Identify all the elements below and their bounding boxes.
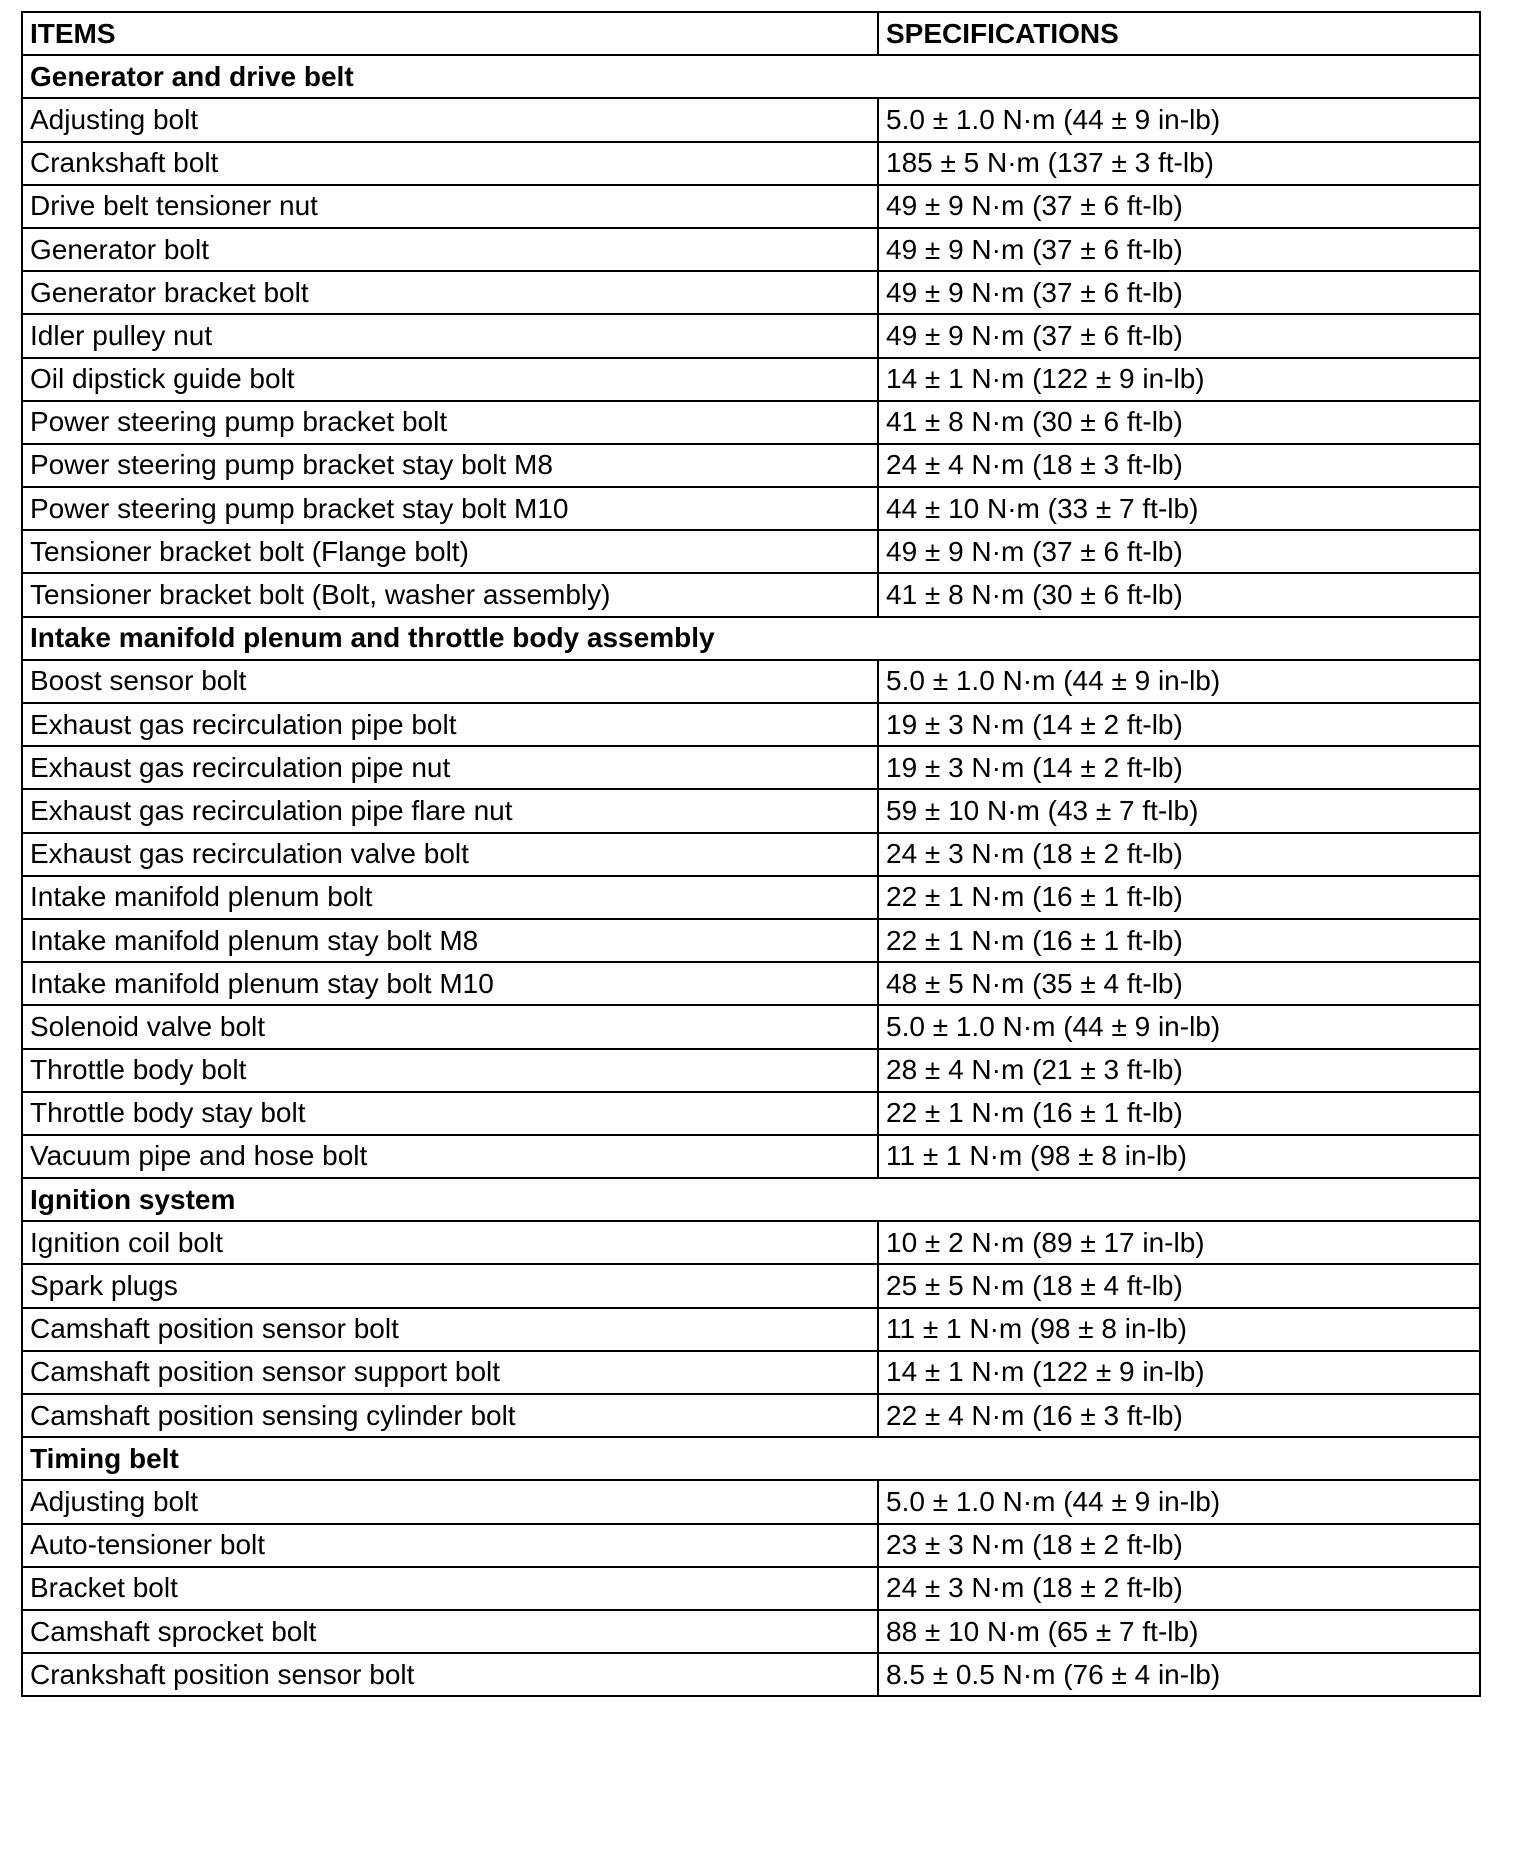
table-row — [22, 746, 1480, 789]
item-name-cell: Exhaust gas recirculation pipe bolt — [22, 703, 878, 746]
item-name-cell: Boost sensor bolt — [22, 660, 878, 703]
specification-cell: 5.0 ± 1.0 N·m (44 ± 9 in-lb) — [878, 1005, 1480, 1048]
table-row — [22, 1221, 1480, 1264]
specification-cell: 25 ± 5 N·m (18 ± 4 ft-lb) — [878, 1264, 1480, 1307]
specification-cell: 5.0 ± 1.0 N·m (44 ± 9 in-lb) — [878, 660, 1480, 703]
specifications-table — [21, 11, 1481, 1697]
section-header-row — [22, 1178, 1480, 1221]
table-row — [22, 1567, 1480, 1610]
table-row — [22, 228, 1480, 271]
item-name-cell: Drive belt tensioner nut — [22, 185, 878, 228]
section-title: Intake manifold plenum and throttle body assembly — [22, 617, 1480, 660]
table-row — [22, 789, 1480, 832]
specification-cell: 49 ± 9 N·m (37 ± 6 ft-lb) — [878, 530, 1480, 573]
section-title: Generator and drive belt — [22, 55, 1480, 98]
item-name-cell: Power steering pump bracket stay bolt M8 — [22, 444, 878, 487]
table-header-row — [22, 12, 1480, 55]
item-name-cell: Intake manifold plenum stay bolt M8 — [22, 919, 878, 962]
specification-cell: 10 ± 2 N·m (89 ± 17 in-lb) — [878, 1221, 1480, 1264]
specification-cell: 48 ± 5 N·m (35 ± 4 ft-lb) — [878, 962, 1480, 1005]
specification-cell: 11 ± 1 N·m (98 ± 8 in-lb) — [878, 1308, 1480, 1351]
table-row — [22, 142, 1480, 185]
table-row — [22, 358, 1480, 401]
item-name-cell: Tensioner bracket bolt (Bolt, washer assembly) — [22, 573, 878, 616]
specification-cell: 22 ± 1 N·m (16 ± 1 ft-lb) — [878, 1092, 1480, 1135]
item-name-cell: Adjusting bolt — [22, 98, 878, 141]
item-name-cell: Adjusting bolt — [22, 1480, 878, 1523]
items-column-header: ITEMS — [22, 12, 878, 55]
specification-cell: 14 ± 1 N·m (122 ± 9 in-lb) — [878, 358, 1480, 401]
specification-cell: 59 ± 10 N·m (43 ± 7 ft-lb) — [878, 789, 1480, 832]
specification-cell: 88 ± 10 N·m (65 ± 7 ft-lb) — [878, 1610, 1480, 1653]
item-name-cell: Generator bolt — [22, 228, 878, 271]
table-row — [22, 919, 1480, 962]
table-row — [22, 1005, 1480, 1048]
item-name-cell: Intake manifold plenum stay bolt M10 — [22, 962, 878, 1005]
specification-cell: 24 ± 4 N·m (18 ± 3 ft-lb) — [878, 444, 1480, 487]
table-row — [22, 1049, 1480, 1092]
item-name-cell: Camshaft sprocket bolt — [22, 1610, 878, 1653]
specification-cell: 41 ± 8 N·m (30 ± 6 ft-lb) — [878, 573, 1480, 616]
item-name-cell: Bracket bolt — [22, 1567, 878, 1610]
table-row — [22, 962, 1480, 1005]
item-name-cell: Spark plugs — [22, 1264, 878, 1307]
specification-cell: 11 ± 1 N·m (98 ± 8 in-lb) — [878, 1135, 1480, 1178]
specification-cell: 19 ± 3 N·m (14 ± 2 ft-lb) — [878, 703, 1480, 746]
item-name-cell: Ignition coil bolt — [22, 1221, 878, 1264]
item-name-cell: Intake manifold plenum bolt — [22, 876, 878, 919]
table-row — [22, 444, 1480, 487]
table-row — [22, 1092, 1480, 1135]
item-name-cell: Generator bracket bolt — [22, 271, 878, 314]
specification-cell: 24 ± 3 N·m (18 ± 2 ft-lb) — [878, 1567, 1480, 1610]
specification-cell: 22 ± 1 N·m (16 ± 1 ft-lb) — [878, 919, 1480, 962]
item-name-cell: Oil dipstick guide bolt — [22, 358, 878, 401]
item-name-cell: Crankshaft bolt — [22, 142, 878, 185]
specification-cell: 41 ± 8 N·m (30 ± 6 ft-lb) — [878, 401, 1480, 444]
table-row — [22, 487, 1480, 530]
table-row — [22, 1394, 1480, 1437]
item-name-cell: Crankshaft position sensor bolt — [22, 1653, 878, 1696]
table-row — [22, 660, 1480, 703]
item-name-cell: Power steering pump bracket stay bolt M10 — [22, 487, 878, 530]
item-name-cell: Exhaust gas recirculation valve bolt — [22, 833, 878, 876]
table-row — [22, 1524, 1480, 1567]
specifications-column-header: SPECIFICATIONS — [878, 12, 1480, 55]
specification-cell: 23 ± 3 N·m (18 ± 2 ft-lb) — [878, 1524, 1480, 1567]
specification-cell: 28 ± 4 N·m (21 ± 3 ft-lb) — [878, 1049, 1480, 1092]
table-row — [22, 401, 1480, 444]
specification-cell: 14 ± 1 N·m (122 ± 9 in-lb) — [878, 1351, 1480, 1394]
specification-cell: 185 ± 5 N·m (137 ± 3 ft-lb) — [878, 142, 1480, 185]
item-name-cell: Exhaust gas recirculation pipe flare nut — [22, 789, 878, 832]
table-row — [22, 271, 1480, 314]
table-row — [22, 573, 1480, 616]
table-row — [22, 98, 1480, 141]
specification-cell: 22 ± 1 N·m (16 ± 1 ft-lb) — [878, 876, 1480, 919]
specification-cell: 49 ± 9 N·m (37 ± 6 ft-lb) — [878, 271, 1480, 314]
section-header-row — [22, 55, 1480, 98]
item-name-cell: Throttle body stay bolt — [22, 1092, 878, 1135]
specification-cell: 5.0 ± 1.0 N·m (44 ± 9 in-lb) — [878, 98, 1480, 141]
item-name-cell: Tensioner bracket bolt (Flange bolt) — [22, 530, 878, 573]
specification-cell: 8.5 ± 0.5 N·m (76 ± 4 in-lb) — [878, 1653, 1480, 1696]
specification-cell: 44 ± 10 N·m (33 ± 7 ft-lb) — [878, 487, 1480, 530]
specification-cell: 24 ± 3 N·m (18 ± 2 ft-lb) — [878, 833, 1480, 876]
table-row — [22, 1610, 1480, 1653]
section-title: Timing belt — [22, 1437, 1480, 1480]
section-header-row — [22, 1437, 1480, 1480]
specification-cell: 49 ± 9 N·m (37 ± 6 ft-lb) — [878, 228, 1480, 271]
table-row — [22, 530, 1480, 573]
specification-cell: 19 ± 3 N·m (14 ± 2 ft-lb) — [878, 746, 1480, 789]
item-name-cell: Auto-tensioner bolt — [22, 1524, 878, 1567]
table-row — [22, 876, 1480, 919]
section-header-row — [22, 617, 1480, 660]
item-name-cell: Idler pulley nut — [22, 314, 878, 357]
specification-cell: 5.0 ± 1.0 N·m (44 ± 9 in-lb) — [878, 1480, 1480, 1523]
table-row — [22, 1135, 1480, 1178]
table-row — [22, 1351, 1480, 1394]
item-name-cell: Solenoid valve bolt — [22, 1005, 878, 1048]
item-name-cell: Camshaft position sensor support bolt — [22, 1351, 878, 1394]
section-title: Ignition system — [22, 1178, 1480, 1221]
specification-cell: 22 ± 4 N·m (16 ± 3 ft-lb) — [878, 1394, 1480, 1437]
item-name-cell: Exhaust gas recirculation pipe nut — [22, 746, 878, 789]
item-name-cell: Camshaft position sensing cylinder bolt — [22, 1394, 878, 1437]
specification-cell: 49 ± 9 N·m (37 ± 6 ft-lb) — [878, 314, 1480, 357]
specification-cell: 49 ± 9 N·m (37 ± 6 ft-lb) — [878, 185, 1480, 228]
table-row — [22, 185, 1480, 228]
table-row — [22, 1480, 1480, 1523]
item-name-cell: Vacuum pipe and hose bolt — [22, 1135, 878, 1178]
item-name-cell: Power steering pump bracket bolt — [22, 401, 878, 444]
table-row — [22, 314, 1480, 357]
table-row — [22, 1264, 1480, 1307]
table-row — [22, 1653, 1480, 1696]
table-row — [22, 703, 1480, 746]
table-row — [22, 833, 1480, 876]
item-name-cell: Throttle body bolt — [22, 1049, 878, 1092]
item-name-cell: Camshaft position sensor bolt — [22, 1308, 878, 1351]
specifications-table-body — [22, 12, 1480, 1696]
table-row — [22, 1308, 1480, 1351]
